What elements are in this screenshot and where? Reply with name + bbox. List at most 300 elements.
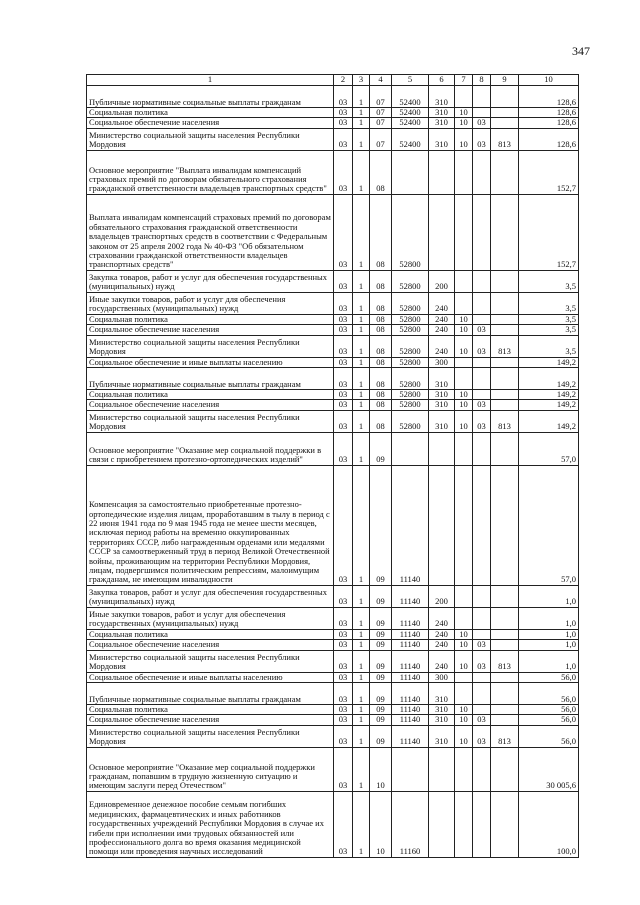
- row-amount: 56,0: [519, 683, 579, 705]
- row-code: 08: [370, 410, 392, 432]
- row-code: 08: [370, 150, 392, 194]
- row-amount: 3,5: [519, 325, 579, 335]
- row-code: 08: [370, 400, 392, 410]
- row-code: 07: [370, 108, 392, 118]
- row-code: 03: [334, 357, 353, 367]
- row-code: 1: [353, 108, 370, 118]
- table-row: [87, 791, 579, 857]
- row-code: 10: [455, 725, 473, 747]
- row-amount: 149,2: [519, 357, 579, 367]
- row-description: Министерство социальной защиты населения Республики Мордовия: [87, 725, 334, 747]
- row-code: 310: [429, 400, 455, 410]
- row-description: Выплата инвалидам компенсаций страховых премий по договорам обязательного страхования гражданской ответственности владельцев транспортных средств в соответствии с Федеральным законом от 25 апреля 2002 года № 40-ФЗ "Об обязательном страховании гражданской ответственности владельцев транспортных средств": [87, 194, 334, 270]
- row-code: [455, 672, 473, 682]
- row-code: [429, 465, 455, 585]
- row-code: 813: [491, 128, 519, 150]
- row-code: 240: [429, 314, 455, 324]
- row-code: [455, 86, 473, 108]
- row-code: 03: [334, 270, 353, 292]
- row-code: 09: [370, 585, 392, 607]
- row-description: Министерство социальной защиты населения Республики Мордовия: [87, 128, 334, 150]
- row-code: 52400: [392, 108, 429, 118]
- row-code: [455, 150, 473, 194]
- row-code: 10: [455, 325, 473, 335]
- row-description: Министерство социальной защиты населения Республики Мордовия: [87, 650, 334, 672]
- row-code: [491, 585, 519, 607]
- row-code: 1: [353, 585, 370, 607]
- budget-table: [86, 74, 579, 858]
- row-code: 03: [473, 400, 491, 410]
- row-code: [429, 194, 455, 270]
- row-code: 11140: [392, 650, 429, 672]
- row-code: 1: [353, 705, 370, 715]
- row-code: [491, 325, 519, 335]
- row-code: 11140: [392, 683, 429, 705]
- table-row: [87, 400, 579, 410]
- header-cell: 2: [334, 75, 353, 86]
- row-code: 03: [334, 335, 353, 357]
- row-code: [491, 607, 519, 629]
- row-code: [455, 791, 473, 857]
- row-code: 52400: [392, 118, 429, 128]
- header-cell: 10: [519, 75, 579, 86]
- row-code: 03: [334, 650, 353, 672]
- row-code: [491, 314, 519, 324]
- table-row: [87, 270, 579, 292]
- row-code: [455, 368, 473, 390]
- row-code: 1: [353, 672, 370, 682]
- table-row: [87, 650, 579, 672]
- row-code: [473, 465, 491, 585]
- row-code: 240: [429, 650, 455, 672]
- row-code: 52800: [392, 270, 429, 292]
- row-code: 03: [473, 725, 491, 747]
- row-code: 310: [429, 725, 455, 747]
- table-row: [87, 150, 579, 194]
- row-code: 09: [370, 607, 392, 629]
- row-code: 09: [370, 672, 392, 682]
- table-row: [87, 390, 579, 400]
- row-code: 03: [473, 640, 491, 650]
- table-row: [87, 194, 579, 270]
- row-code: 03: [334, 410, 353, 432]
- row-amount: 149,2: [519, 410, 579, 432]
- row-code: [473, 683, 491, 705]
- row-code: 240: [429, 325, 455, 335]
- table-row: [87, 118, 579, 128]
- row-code: 240: [429, 335, 455, 357]
- row-code: [473, 86, 491, 108]
- row-code: 03: [334, 715, 353, 725]
- row-code: 10: [455, 390, 473, 400]
- row-amount: 152,7: [519, 150, 579, 194]
- row-code: [473, 108, 491, 118]
- table-row: [87, 314, 579, 324]
- row-description: Социальная политика: [87, 108, 334, 118]
- row-code: [491, 465, 519, 585]
- table-row: [87, 108, 579, 118]
- row-code: 52800: [392, 368, 429, 390]
- table-row: [87, 432, 579, 465]
- row-description: Социальная политика: [87, 629, 334, 639]
- table-row: [87, 715, 579, 725]
- row-code: 08: [370, 325, 392, 335]
- row-code: [491, 715, 519, 725]
- row-code: [429, 791, 455, 857]
- row-code: [491, 791, 519, 857]
- row-description: Закупка товаров, работ и услуг для обеспечения государственных (муниципальных) нужд: [87, 270, 334, 292]
- row-code: [491, 357, 519, 367]
- header-cell: 1: [87, 75, 334, 86]
- row-code: 03: [334, 683, 353, 705]
- row-code: 08: [370, 357, 392, 367]
- row-description: Закупка товаров, работ и услуг для обеспечения государственных (муниципальных) нужд: [87, 585, 334, 607]
- row-amount: 149,2: [519, 368, 579, 390]
- row-amount: 1,0: [519, 585, 579, 607]
- row-code: 52800: [392, 335, 429, 357]
- row-code: 1: [353, 432, 370, 465]
- row-code: [392, 150, 429, 194]
- row-code: 10: [455, 410, 473, 432]
- row-code: 10: [455, 118, 473, 128]
- row-code: 09: [370, 465, 392, 585]
- row-code: 1: [353, 150, 370, 194]
- row-code: [473, 368, 491, 390]
- row-code: [473, 270, 491, 292]
- row-code: 1: [353, 629, 370, 639]
- row-code: 03: [334, 607, 353, 629]
- row-code: 10: [455, 128, 473, 150]
- row-code: 1: [353, 683, 370, 705]
- row-code: 03: [334, 465, 353, 585]
- row-description: Министерство социальной защиты населения Республики Мордовия: [87, 410, 334, 432]
- row-code: 03: [334, 314, 353, 324]
- row-code: [491, 629, 519, 639]
- row-code: 1: [353, 335, 370, 357]
- row-code: 03: [473, 715, 491, 725]
- row-code: 813: [491, 725, 519, 747]
- row-code: 1: [353, 270, 370, 292]
- row-code: [455, 747, 473, 791]
- row-amount: 57,0: [519, 432, 579, 465]
- header-cell: 5: [392, 75, 429, 86]
- row-code: 03: [473, 128, 491, 150]
- row-code: 03: [334, 368, 353, 390]
- row-code: [491, 108, 519, 118]
- row-code: 09: [370, 640, 392, 650]
- row-code: [473, 292, 491, 314]
- row-code: 10: [455, 629, 473, 639]
- row-code: 03: [334, 400, 353, 410]
- row-code: 52800: [392, 325, 429, 335]
- header-cell: 7: [455, 75, 473, 86]
- row-code: 03: [334, 747, 353, 791]
- row-code: [491, 640, 519, 650]
- row-description: Социальное обеспечение населения: [87, 715, 334, 725]
- table-row: [87, 747, 579, 791]
- header-cell: 8: [473, 75, 491, 86]
- row-code: 200: [429, 270, 455, 292]
- row-code: 310: [429, 683, 455, 705]
- row-code: 03: [334, 108, 353, 118]
- row-code: 1: [353, 118, 370, 128]
- row-code: [491, 194, 519, 270]
- row-amount: 128,6: [519, 128, 579, 150]
- table-row: [87, 725, 579, 747]
- row-code: [455, 432, 473, 465]
- row-code: 1: [353, 400, 370, 410]
- row-code: 07: [370, 128, 392, 150]
- row-code: 09: [370, 715, 392, 725]
- row-code: [473, 672, 491, 682]
- row-amount: 56,0: [519, 672, 579, 682]
- row-code: 03: [334, 705, 353, 715]
- page-number: 347: [572, 44, 590, 58]
- row-amount: 1,0: [519, 640, 579, 650]
- row-code: 03: [334, 150, 353, 194]
- row-code: 1: [353, 791, 370, 857]
- row-code: 03: [334, 292, 353, 314]
- row-description: Основное мероприятие "Оказание мер социальной поддержки гражданам, попавшим в трудную жизненную ситуацию и имеющим заслуги перед Отечеством": [87, 747, 334, 791]
- row-amount: 56,0: [519, 705, 579, 715]
- row-code: [429, 150, 455, 194]
- row-code: [491, 390, 519, 400]
- row-code: [491, 292, 519, 314]
- table-row: [87, 465, 579, 585]
- row-amount: 152,7: [519, 194, 579, 270]
- table-row: [87, 410, 579, 432]
- row-description: Социальное обеспечение населения: [87, 325, 334, 335]
- header-row: [87, 75, 579, 86]
- row-code: 1: [353, 325, 370, 335]
- row-description: Социальная политика: [87, 314, 334, 324]
- row-code: 10: [455, 314, 473, 324]
- row-code: 310: [429, 715, 455, 725]
- row-code: 1: [353, 607, 370, 629]
- row-description: Социальная политика: [87, 390, 334, 400]
- row-code: 52800: [392, 400, 429, 410]
- table-row: [87, 683, 579, 705]
- row-code: 52400: [392, 128, 429, 150]
- row-code: [491, 432, 519, 465]
- row-code: 03: [473, 118, 491, 128]
- row-code: 813: [491, 650, 519, 672]
- row-amount: 128,6: [519, 108, 579, 118]
- row-code: 11140: [392, 672, 429, 682]
- row-code: [392, 747, 429, 791]
- row-description: Социальное обеспечение и иные выплаты населению: [87, 357, 334, 367]
- row-code: [473, 705, 491, 715]
- row-code: 1: [353, 368, 370, 390]
- row-code: [491, 150, 519, 194]
- row-code: 08: [370, 270, 392, 292]
- table-row: [87, 292, 579, 314]
- row-code: 09: [370, 432, 392, 465]
- row-code: [491, 368, 519, 390]
- row-code: 240: [429, 607, 455, 629]
- row-code: [491, 270, 519, 292]
- row-code: [392, 432, 429, 465]
- row-code: 03: [334, 118, 353, 128]
- table-row: [87, 128, 579, 150]
- row-code: 310: [429, 118, 455, 128]
- row-code: [473, 314, 491, 324]
- row-description: Основное мероприятие "Оказание мер социальной поддержки в связи с приобретением протезно-ортопедических изделий": [87, 432, 334, 465]
- row-amount: 56,0: [519, 715, 579, 725]
- row-code: [491, 705, 519, 715]
- row-code: 240: [429, 292, 455, 314]
- row-code: 03: [334, 86, 353, 108]
- table-row: [87, 325, 579, 335]
- row-code: 52800: [392, 410, 429, 432]
- row-code: 1: [353, 715, 370, 725]
- row-code: [455, 194, 473, 270]
- row-amount: 57,0: [519, 465, 579, 585]
- row-code: 08: [370, 194, 392, 270]
- row-code: 1: [353, 650, 370, 672]
- row-description: Социальное обеспечение населения: [87, 640, 334, 650]
- row-code: [491, 747, 519, 791]
- row-amount: 1,0: [519, 629, 579, 639]
- row-code: [455, 585, 473, 607]
- row-code: 1: [353, 390, 370, 400]
- row-description: Основное мероприятие "Выплата инвалидам компенсаций страховых премий по договорам обязательного страхования гражданской ответственности владельцев транспортных средств": [87, 150, 334, 194]
- row-code: 10: [370, 747, 392, 791]
- row-code: 11160: [392, 791, 429, 857]
- table-row: [87, 335, 579, 357]
- row-amount: 56,0: [519, 725, 579, 747]
- row-code: 03: [334, 585, 353, 607]
- row-code: 1: [353, 86, 370, 108]
- row-code: 1: [353, 292, 370, 314]
- row-description: Публичные нормативные социальные выплаты гражданам: [87, 683, 334, 705]
- row-code: 11140: [392, 725, 429, 747]
- row-code: 1: [353, 747, 370, 791]
- row-code: 813: [491, 410, 519, 432]
- row-code: [491, 400, 519, 410]
- row-code: 03: [334, 791, 353, 857]
- row-amount: 30 005,6: [519, 747, 579, 791]
- row-code: 310: [429, 108, 455, 118]
- row-code: [455, 270, 473, 292]
- row-code: 11140: [392, 585, 429, 607]
- table-row: [87, 705, 579, 715]
- row-code: [455, 292, 473, 314]
- row-code: 52800: [392, 292, 429, 314]
- row-code: 52800: [392, 314, 429, 324]
- row-description: Социальное обеспечение населения: [87, 400, 334, 410]
- row-code: [473, 390, 491, 400]
- row-code: 11140: [392, 465, 429, 585]
- row-code: [473, 629, 491, 639]
- row-code: 09: [370, 650, 392, 672]
- table-row: [87, 368, 579, 390]
- row-code: 1: [353, 410, 370, 432]
- row-description: Единовременное денежное пособие семьям погибших медицинских, фармацевтических и иных работников государственных учреждений Республики Мордовия в случае их гибели при исполнении ими трудовых обязанностей или профессионального долга во время оказания медицинской помощи или проведения научных исследований: [87, 791, 334, 857]
- row-code: [491, 86, 519, 108]
- row-code: 03: [473, 650, 491, 672]
- row-code: 03: [334, 432, 353, 465]
- row-code: 310: [429, 86, 455, 108]
- table-row: [87, 629, 579, 639]
- row-code: 10: [455, 705, 473, 715]
- row-code: 03: [473, 410, 491, 432]
- row-code: 52400: [392, 86, 429, 108]
- row-code: 10: [455, 715, 473, 725]
- row-code: 240: [429, 629, 455, 639]
- row-code: 07: [370, 86, 392, 108]
- row-code: 03: [334, 128, 353, 150]
- header-cell: 4: [370, 75, 392, 86]
- row-description: Социальная политика: [87, 705, 334, 715]
- row-code: 11140: [392, 629, 429, 639]
- row-code: [455, 683, 473, 705]
- row-amount: 3,5: [519, 335, 579, 357]
- row-code: 310: [429, 410, 455, 432]
- row-code: [455, 465, 473, 585]
- row-code: 10: [370, 791, 392, 857]
- row-code: 813: [491, 335, 519, 357]
- row-code: 08: [370, 292, 392, 314]
- table-row: [87, 357, 579, 367]
- row-description: Иные закупки товаров, работ и услуг для обеспечения государственных (муниципальных) нужд: [87, 292, 334, 314]
- table-row: [87, 607, 579, 629]
- row-amount: 149,2: [519, 400, 579, 410]
- row-description: Иные закупки товаров, работ и услуг для обеспечения государственных (муниципальных) нужд: [87, 607, 334, 629]
- row-code: 1: [353, 128, 370, 150]
- header-cell: 9: [491, 75, 519, 86]
- row-code: [473, 194, 491, 270]
- row-code: 03: [334, 325, 353, 335]
- row-code: 09: [370, 725, 392, 747]
- table-row: [87, 640, 579, 650]
- row-code: 52800: [392, 194, 429, 270]
- row-description: Социальное обеспечение населения: [87, 118, 334, 128]
- row-code: 1: [353, 725, 370, 747]
- row-code: 09: [370, 705, 392, 715]
- row-description: Компенсация за самостоятельно приобретенные протезно-ортопедические изделия лицам, проработавшим в тылу в период с 22 июня 1941 года по 9 мая 1945 года не менее шести месяцев, исключая период работы на временно оккупированных территориях СССР, либо награжденным орденами или медалями СССР за самоотверженный труд в период Великой Отечественной войны, проживающим на территории Республики Мордовия, лицам, подвергшимся политическим репрессиям, малоимущим гражданам, не имеющим инвалидности: [87, 465, 334, 585]
- row-code: 10: [455, 640, 473, 650]
- row-code: [491, 672, 519, 682]
- row-code: 07: [370, 118, 392, 128]
- header-cell: 3: [353, 75, 370, 86]
- row-code: 10: [455, 335, 473, 357]
- row-code: 03: [334, 672, 353, 682]
- row-code: 03: [473, 335, 491, 357]
- row-code: 310: [429, 390, 455, 400]
- header-cell: 6: [429, 75, 455, 86]
- row-code: 1: [353, 194, 370, 270]
- row-code: 310: [429, 705, 455, 715]
- row-description: Министерство социальной защиты населения Республики Мордовия: [87, 335, 334, 357]
- row-code: [473, 357, 491, 367]
- row-code: 08: [370, 368, 392, 390]
- row-code: 10: [455, 108, 473, 118]
- row-code: 03: [334, 640, 353, 650]
- row-amount: 1,0: [519, 650, 579, 672]
- row-code: 08: [370, 335, 392, 357]
- row-code: 10: [455, 400, 473, 410]
- row-description: Публичные нормативные социальные выплаты гражданам: [87, 368, 334, 390]
- row-amount: 128,6: [519, 86, 579, 108]
- row-code: [473, 150, 491, 194]
- row-code: 03: [334, 390, 353, 400]
- row-code: 09: [370, 629, 392, 639]
- row-amount: 3,5: [519, 314, 579, 324]
- row-code: 1: [353, 314, 370, 324]
- row-code: 310: [429, 368, 455, 390]
- row-code: [429, 747, 455, 791]
